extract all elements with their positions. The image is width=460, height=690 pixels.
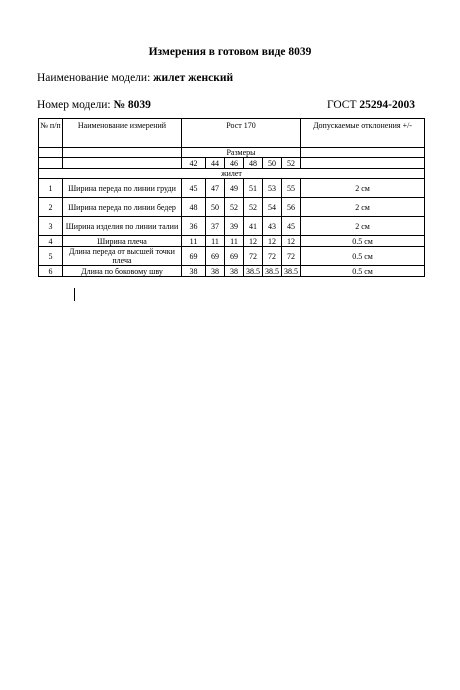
row-measurement-name: Ширина переда по линии груди	[63, 179, 182, 198]
row-size-value: 38	[225, 266, 244, 277]
model-number-line	[37, 99, 151, 111]
table-row	[39, 236, 425, 247]
row-size-value: 38	[206, 266, 225, 277]
row-measurement-name: Ширина изделия по линии талии	[63, 217, 182, 236]
row-size-value: 54	[263, 198, 282, 217]
row-size-value: 52	[225, 198, 244, 217]
row-size-value: 36	[182, 217, 206, 236]
header-tolerance: Допускаемые отклонения +/-	[301, 119, 425, 148]
measurements-table	[38, 118, 425, 277]
text-cursor	[74, 288, 75, 301]
size-header: 52	[282, 158, 301, 169]
row-size-value: 11	[225, 236, 244, 247]
row-number: 2	[39, 198, 63, 217]
row-tolerance: 2 см	[301, 179, 425, 198]
sizes-label: Размеры	[182, 148, 301, 158]
blank-cell	[63, 148, 182, 158]
blank-cell	[301, 148, 425, 158]
table-row	[39, 217, 425, 236]
gost-line	[327, 99, 415, 111]
row-size-value: 55	[282, 179, 301, 198]
row-size-value: 12	[244, 236, 263, 247]
row-size-value: 72	[263, 247, 282, 266]
row-size-value: 12	[282, 236, 301, 247]
row-size-value: 39	[225, 217, 244, 236]
row-size-value: 38.5	[263, 266, 282, 277]
size-header: 46	[225, 158, 244, 169]
row-size-value: 69	[182, 247, 206, 266]
model-number-value: № 8039	[113, 99, 151, 111]
model-name-value: жилет женский	[153, 72, 234, 84]
blank-cell	[63, 158, 182, 169]
row-number: 5	[39, 247, 63, 266]
row-tolerance: 0.5 см	[301, 266, 425, 277]
row-measurement-name: Длина по боковому шву	[63, 266, 182, 277]
row-size-value: 50	[206, 198, 225, 217]
row-size-value: 72	[282, 247, 301, 266]
size-header: 44	[206, 158, 225, 169]
row-tolerance: 2 см	[301, 198, 425, 217]
row-tolerance: 2 см	[301, 217, 425, 236]
row-size-value: 43	[263, 217, 282, 236]
row-size-value: 48	[182, 198, 206, 217]
row-size-value: 38.5	[282, 266, 301, 277]
size-header: 42	[182, 158, 206, 169]
row-size-value: 52	[244, 198, 263, 217]
table-row	[39, 198, 425, 217]
row-tolerance: 0.5 см	[301, 236, 425, 247]
row-size-value: 45	[182, 179, 206, 198]
row-size-value: 11	[182, 236, 206, 247]
model-name-label: Наименование модели:	[37, 72, 154, 84]
row-size-value: 69	[225, 247, 244, 266]
row-size-value: 56	[282, 198, 301, 217]
document-title: Измерения в готовом виде 8039	[148, 46, 312, 58]
row-measurement-name: Длина переда от высшей точки плеча	[63, 247, 182, 266]
row-size-value: 72	[244, 247, 263, 266]
row-size-value: 53	[263, 179, 282, 198]
row-number: 3	[39, 217, 63, 236]
header-name: Наименование измерений	[63, 119, 182, 148]
table-row	[39, 179, 425, 198]
group-label: жилет	[39, 169, 425, 179]
row-size-value: 37	[206, 217, 225, 236]
row-measurement-name: Ширина переда по линии бедер	[63, 198, 182, 217]
row-number: 1	[39, 179, 63, 198]
model-name-line	[37, 72, 233, 84]
model-number-label: Номер модели:	[37, 99, 114, 111]
header-height: Рост 170	[182, 119, 301, 148]
row-tolerance: 0.5 см	[301, 247, 425, 266]
row-size-value: 38.5	[244, 266, 263, 277]
row-measurement-name: Ширина плеча	[63, 236, 182, 247]
row-number: 4	[39, 236, 63, 247]
blank-cell	[39, 158, 63, 169]
gost-label: ГОСТ	[327, 99, 360, 111]
blank-cell	[39, 148, 63, 158]
row-number: 6	[39, 266, 63, 277]
row-size-value: 51	[244, 179, 263, 198]
row-size-value: 12	[263, 236, 282, 247]
header-num: № п/п	[39, 119, 63, 148]
row-size-value: 49	[225, 179, 244, 198]
row-size-value: 38	[182, 266, 206, 277]
table-row	[39, 247, 425, 266]
size-header: 48	[244, 158, 263, 169]
size-header: 50	[263, 158, 282, 169]
table-row	[39, 266, 425, 277]
gost-value: 25294-2003	[359, 99, 415, 111]
row-size-value: 45	[282, 217, 301, 236]
row-size-value: 41	[244, 217, 263, 236]
row-size-value: 11	[206, 236, 225, 247]
row-size-value: 69	[206, 247, 225, 266]
blank-cell	[301, 158, 425, 169]
row-size-value: 47	[206, 179, 225, 198]
